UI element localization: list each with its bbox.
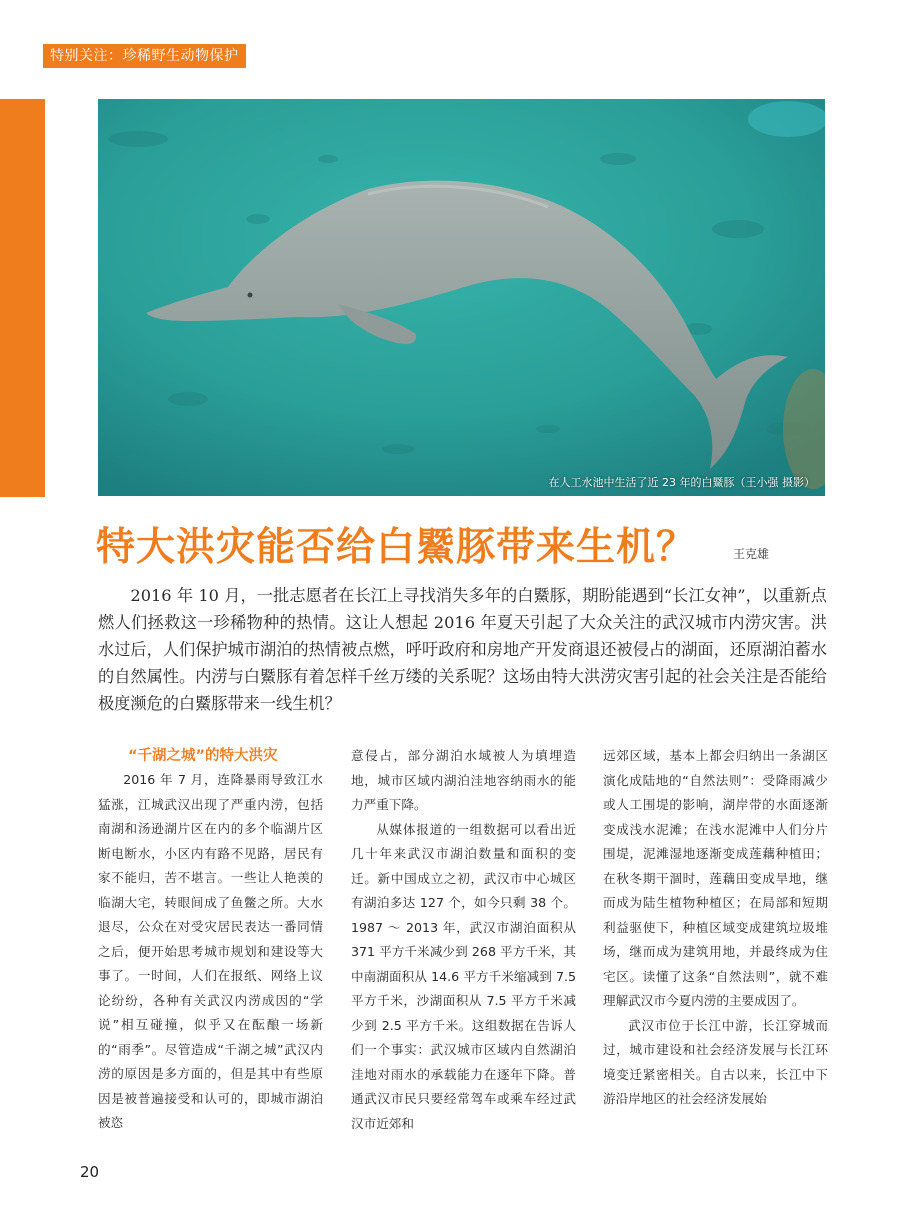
orange-side-bar [0,99,45,497]
page-number: 20 [80,1163,100,1181]
paragraph: 2016 年 7 月，连降暴雨导致江水猛涨，江城武汉出现了严重内涝，包括南湖和汤逊湖片区在内的多个临湖片区断电断水，小区内有路不见路，居民有家不能归，苦不堪言。一些让人艳羡的临湖大宅，转眼间成了鱼鳖之所。大水退尽，公众在对受灾居民表达一番同情之后，便开始思考城市规划和建设等大事了。一时间，人们在报纸、网络上议论纷纷，各种有关武汉内涝成因的“学说”相互碰撞，似乎又在酝酿一场新的“雨季”。尽管造成“千湖之城”武汉内涝的原因是多方面的，但是其中有些原因是被普遍接受和认可的，即城市湖泊被恣 [98,772,323,1130]
paragraph: 武汉市位于长江中游，长江穿城而过，城市建设和社会经济发展与长江环境变迁紧密相关。自古以来，长江中下游沿岸地区的社会经济发展始 [603,1017,828,1106]
photo-caption: 在人工水池中生活了近 23 年的白鱀豚（王小强 摄影） [548,476,815,489]
text-column-3 [603,744,828,1112]
text-column-1 [98,744,323,1136]
paragraph: 意侵占，部分湖泊水域被人为填埋造地，城市区域内湖泊洼地容纳雨水的能力严重下降。 [351,748,576,812]
article-photo [98,99,825,496]
article-author: 王克雄 [733,547,770,561]
section-tag: 特别关注：珍稀野生动物保护 [43,44,246,68]
article-lead: 2016 年 10 月，一批志愿者在长江上寻找消失多年的白鱀豚，期盼能遇到“长江女神”，以重新点燃人们拯救这一珍稀物种的热情。这让人想起 2016 年夏天引起了大众关注的武汉城市内涝灾害。洪水过后，人们保护城市湖泊的热情被点燃，呼吁政府和房地产开发商退还被侵占的湖面，还原湖泊蓄水的自然属性。内涝与白鱀豚有着怎样千丝万缕的关系呢？这场由特大洪涝灾害引起的社会关注是否能给极度濒危的白鱀豚带来一线生机？ [98,586,827,713]
text-column-2 [351,744,576,1136]
paragraph: 从媒体报道的一组数据可以看出近几十年来武汉市湖泊数量和面积的变迁。新中国成立之初，武汉市中心城区有湖泊多达 127 个，如今只剩 38 个。1987 ～ 2013 年，武汉市湖泊面积从 371 平方千米减少到 268 平方千米，其中南湖面积从 14.6 平方千米缩减到 7.5 平方千米，沙湖面积从 7.5 平方千米减少到 2.5 平方千米。这组数据在告诉人们一个事实：武汉城市区域内自然湖泊洼地对雨水的承载能力在逐年下降。普通武汉市民只要经常驾车或乘车经过武汉市近郊和 [351,821,576,1131]
paragraph: 远郊区域，基本上都会归纳出一条湖区演化成陆地的“自然法则”：受降雨减少或人工围堤的影响，湖岸带的水面逐渐变成浅水泥滩；在浅水泥滩中人们分片围堤，泥滩湿地逐渐变成莲藕种植田；在秋冬期干涸时，莲藕田变成旱地，继而成为陆生植物种植区；在局部和短期利益驱使下，种植区域变成建筑垃圾堆场，继而成为建筑用地，并最终成为住宅区。读懂了这条“自然法则”，就不难理解武汉市今夏内涝的主要成因了。 [603,748,828,1008]
section-subhead: “千湖之城”的特大洪灾 [128,748,278,764]
article-title: 特大洪灾能否给白鱀豚带来生机？ [96,525,697,570]
dolphin-illustration [98,99,825,496]
